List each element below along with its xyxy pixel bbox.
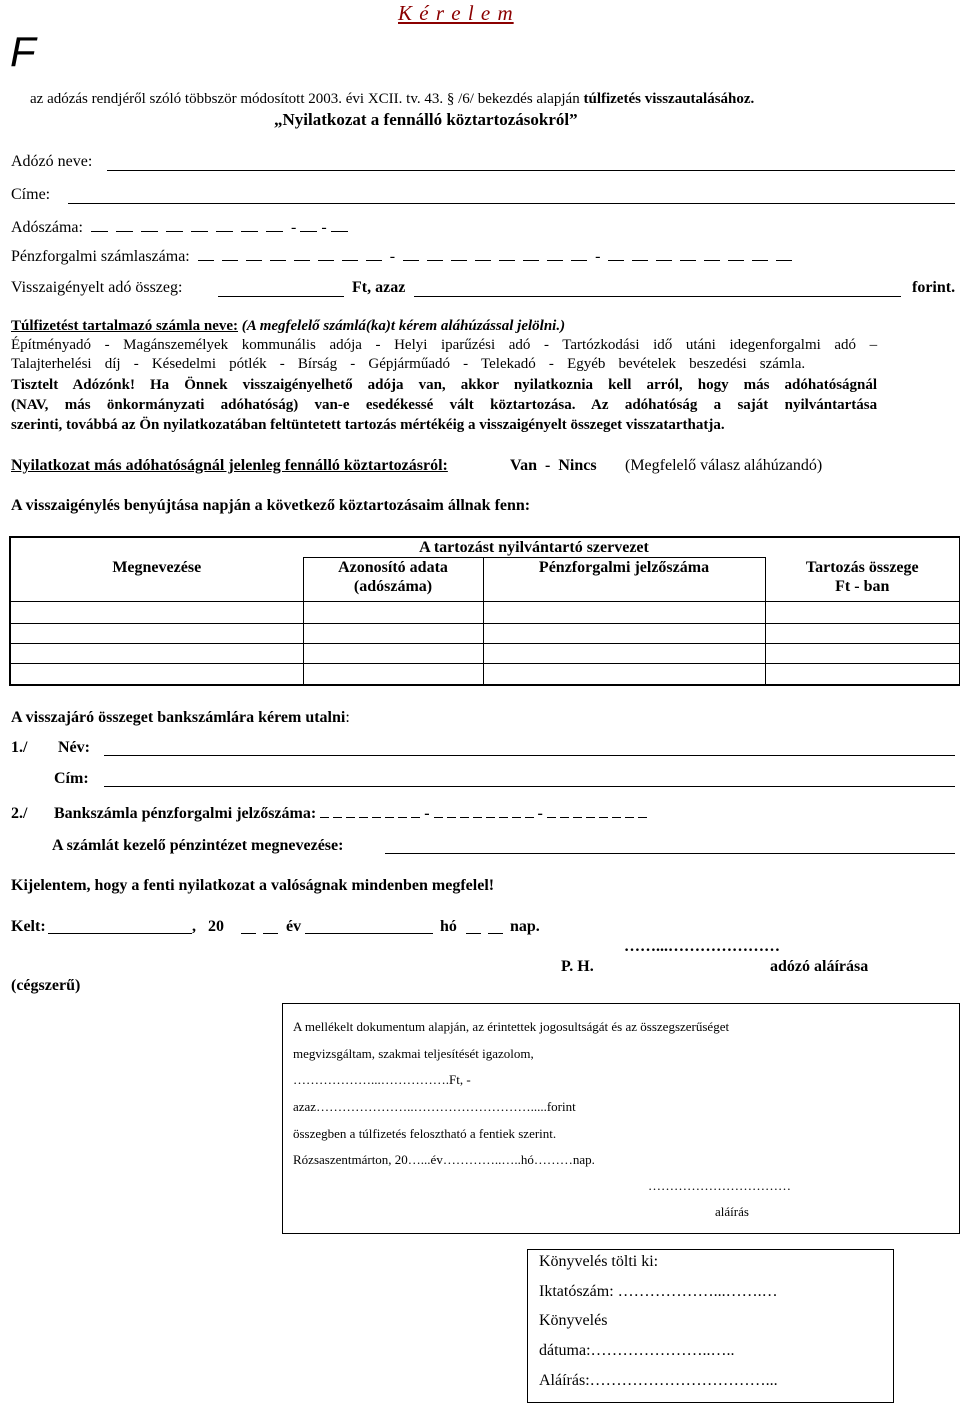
dash-separator: - <box>389 248 396 265</box>
tax-account-heading <box>11 318 565 335</box>
notice-word: Adózónk! <box>72 377 135 393</box>
debt-table-header-amount-line1: Tartozás összege <box>805 558 919 576</box>
nap-label: nap. <box>510 918 540 935</box>
tax-account-word: kommunális <box>241 337 316 353</box>
day-digit-2[interactable] <box>488 933 503 934</box>
transfer-address-field[interactable] <box>104 786 955 787</box>
ho-label: hó <box>440 918 457 935</box>
tax-account-word: Késedelmi <box>151 356 216 372</box>
transfer-item-1: 1./ <box>11 739 28 756</box>
notice-word: nyilvántartása <box>784 397 878 413</box>
tax-account-word: - <box>133 356 139 372</box>
debt-table-header-id-line1: Azonosító adata <box>338 559 448 576</box>
tax-account-word: Talajterhelési <box>11 356 92 372</box>
legal-reference-text: az adózás rendjéről szóló többször módosított 2003. évi XCII. tv. 43. § /6/ bekezdés alapján <box>30 91 584 107</box>
transfer-intro <box>11 709 350 727</box>
tax-account-word: adója <box>329 337 362 353</box>
book-line-4: dátuma:…………………..….. <box>539 1342 735 1359</box>
tax-account-word: Gépjárműadó <box>368 356 451 372</box>
form-letter: F <box>10 28 36 75</box>
notice-word: a <box>713 397 722 413</box>
notice-line2 <box>11 397 877 414</box>
tax-account-word: beszedési <box>689 356 747 372</box>
transfer-name-field[interactable] <box>104 755 955 756</box>
tax-account-word: Telekadó <box>481 356 536 372</box>
bank-account-label: Pénzforgalmi számlaszáma: <box>11 248 190 265</box>
tax-account-word: Helyi <box>394 337 428 353</box>
bank-name-label: A számlát kezelő pénzintézet megnevezése: <box>52 837 344 854</box>
notice-word: önkormányzati <box>106 397 205 413</box>
tax-account-word: díj <box>104 356 121 372</box>
legal-reference <box>30 91 754 108</box>
place-field[interactable] <box>48 933 192 934</box>
table-row <box>10 624 960 644</box>
notice-word: más <box>64 397 91 413</box>
dash-separator: - <box>424 805 430 822</box>
tax-number-row[interactable] <box>11 219 348 237</box>
tax-account-word: - <box>463 356 469 372</box>
bank-account-row[interactable] <box>11 248 792 266</box>
table-row <box>10 664 960 685</box>
debt-table-header-account: Pénzforgalmi jelzőszáma <box>483 558 765 602</box>
notice-word: adóhatóságnál <box>784 377 878 393</box>
tax-account-word: adó <box>508 337 531 353</box>
signature-label: adózó aláírása <box>770 958 869 975</box>
office-line-3: ………………...…………….Ft, - <box>293 1072 471 1087</box>
tax-account-word: iparűzési <box>440 337 496 353</box>
van-nincs-options[interactable]: Van - Nincs <box>510 457 597 474</box>
ev-label: év <box>286 918 302 935</box>
debt-table-header-id <box>303 558 483 602</box>
notice-word: hogy <box>697 377 729 393</box>
notice-word: van, <box>418 377 446 393</box>
tax-account-word: - <box>543 337 549 353</box>
notice-word: adóhatóság <box>624 397 698 413</box>
office-line-1: A mellékelt dokumentum alapján, az érintettek jogosultságát és az összegszerűséget <box>293 1019 730 1034</box>
declaration-title: „Nyilatkozat a fennálló köztartozásokról” <box>274 110 578 129</box>
tax-account-word: – <box>869 337 878 353</box>
dash-separator: - <box>595 248 601 265</box>
dash-separator: - <box>290 219 297 236</box>
notice-word: vált <box>449 397 474 413</box>
signature-dots[interactable]: ……...………………… <box>624 938 780 955</box>
transfer-address-label: Cím: <box>54 770 89 787</box>
refund-amount-field[interactable] <box>218 296 344 297</box>
truth-declaration: Kijelentem, hogy a fenti nyilatkozat a valóságnak mindenben megfelel! <box>11 877 495 894</box>
table-row <box>10 602 960 624</box>
debt-table-header-id-line2: (adószáma) <box>353 578 433 595</box>
tax-account-word: - <box>375 337 381 353</box>
debt-table <box>9 536 960 686</box>
transfer-name-label: Név: <box>58 739 90 756</box>
tax-account-word: Építményadó <box>11 337 91 353</box>
refund-amount-words-field[interactable] <box>414 296 901 297</box>
tax-account-word: Egyéb <box>567 356 606 372</box>
office-line-6: Rózsaszentmárton, 20…...év…………..…..hó………nap. <box>293 1152 595 1167</box>
notice-word: arról, <box>646 377 683 393</box>
tax-account-word: Magánszemélyek <box>123 337 229 353</box>
tax-account-word: adó <box>834 337 857 353</box>
tax-number-label: Adószáma: <box>11 219 83 236</box>
tax-account-word: Bírság <box>297 356 338 372</box>
year-digit-2[interactable] <box>263 933 278 934</box>
notice-line1 <box>11 377 877 394</box>
bank-account-row-2[interactable] <box>54 805 647 823</box>
book-line-1: Könyvelés tölti ki: <box>539 1253 659 1270</box>
tax-account-label: Túlfizetést tartalmazó számla neve: <box>11 318 239 334</box>
office-verification-box <box>282 1003 960 1234</box>
forint-label: forint. <box>912 279 956 296</box>
tax-account-list-line2 <box>11 356 805 373</box>
notice-word: esedékessé <box>365 397 434 413</box>
notice-word: nyilatkoznia <box>513 377 594 393</box>
office-signature-label: aláírás <box>715 1204 749 1219</box>
tax-account-note: (A megfelelő számlá(ka)t kérem aláhúzással jelölni.) <box>241 318 566 334</box>
debt-table-header-amount-line2: Ft - ban <box>835 577 890 595</box>
debt-table-blank-header <box>10 537 303 558</box>
day-digit-1[interactable] <box>466 933 481 934</box>
notice-word: más <box>743 377 770 393</box>
notice-word: kell <box>608 377 632 393</box>
tax-account-word: utáni <box>685 337 716 353</box>
book-line-3: Könyvelés <box>539 1312 608 1329</box>
address-field[interactable] <box>68 203 955 204</box>
notice-word: Tisztelt <box>11 377 59 393</box>
transfer-item-2: 2./ <box>11 805 28 822</box>
transfer-account-label: Bankszámla pénzforgalmi jelzőszáma: <box>54 805 317 822</box>
ph-label: P. H. <box>561 958 594 975</box>
tax-account-word: számla. <box>759 356 806 372</box>
debt-table-header-amount <box>765 558 960 602</box>
address-label: Címe: <box>11 186 51 203</box>
kelt-label: Kelt: <box>11 918 46 935</box>
stamp-label: (cégszerű) <box>11 977 81 994</box>
notice-word: Az <box>591 397 609 413</box>
bank-name-field[interactable] <box>385 853 955 854</box>
notice-word: saját <box>737 397 769 413</box>
dash-separator: - <box>321 219 327 236</box>
taxpayer-name-field[interactable] <box>107 170 955 171</box>
other-authority-hint: (Megfelelő válasz aláhúzandó) <box>625 457 823 474</box>
transfer-intro-text: A visszajáró összeget bankszámlára kérem utalni <box>11 709 346 726</box>
office-line-5: összegben a túlfizetés felosztható a fentiek szerint. <box>293 1126 557 1141</box>
year-prefix: , 20 <box>192 918 224 935</box>
notice-word: Ha <box>150 377 170 393</box>
legal-reference-purpose: túlfizetés visszautalásához. <box>583 91 755 107</box>
notice-word: akkor <box>460 377 499 393</box>
notice-word: Önnek <box>184 377 228 393</box>
year-digit-1[interactable] <box>241 933 256 934</box>
office-line-2: megvizsgáltam, szakmai teljesítését igazolom, <box>293 1046 534 1061</box>
transfer-intro-colon: : <box>345 709 350 726</box>
tax-account-word: - <box>350 356 356 372</box>
tax-account-word: Tartózkodási <box>562 337 640 353</box>
debt-table-blank-header <box>765 537 960 558</box>
month-field[interactable] <box>305 933 433 934</box>
tax-account-word: - <box>104 337 110 353</box>
notice-word: visszaigényelhető <box>242 377 353 393</box>
other-authority-label: Nyilatkozat más adóhatóságnál jelenleg fennálló köztartozásról: <box>11 457 448 474</box>
book-line-5: Aláírás:……………………………... <box>539 1372 778 1389</box>
tax-account-word: idő <box>653 337 673 353</box>
notice-word: adója <box>367 377 404 393</box>
ft-azaz-label: Ft, azaz <box>352 279 406 296</box>
dash-separator: - <box>537 805 543 822</box>
notice-word: adóhatóság) <box>220 397 299 413</box>
refund-amount-label: Visszaigényelt adó összeg: <box>11 279 183 296</box>
notice-line3: szerinti, továbbá az Ön nyilatkozatában feltüntetett tartozás mértékéig a visszaigényelt összeget visszatarthatja. <box>11 417 725 433</box>
office-signature-dots: …………………………… <box>648 1178 791 1193</box>
tax-account-word: - <box>548 356 554 372</box>
tax-account-word: bevételek <box>618 356 676 372</box>
book-line-2: Iktatószám: ………………...…….… <box>539 1283 778 1300</box>
debt-table-group-header: A tartozást nyilvántartó szervezet <box>303 537 765 558</box>
tax-account-word: - <box>279 356 285 372</box>
table-row <box>10 644 960 664</box>
tax-account-word: idegenforgalmi <box>729 337 821 353</box>
tax-account-list-line1 <box>11 337 877 354</box>
notice-word: köztartozása. <box>490 397 576 413</box>
debt-table-header-name: Megnevezése <box>10 558 303 602</box>
tax-account-word: pótlék <box>229 356 267 372</box>
page-title: K é r e l e m <box>398 1 514 25</box>
notice-word: van-e <box>314 397 350 413</box>
bookkeeping-box <box>527 1249 894 1403</box>
taxpayer-name-label: Adózó neve: <box>11 153 93 170</box>
office-line-4: azaz…………………..……………………….....forint <box>293 1099 576 1114</box>
notice-word: (NAV, <box>11 397 49 413</box>
debts-intro: A visszaigénylés benyújtása napján a következő köztartozásaim állnak fenn: <box>11 497 531 514</box>
